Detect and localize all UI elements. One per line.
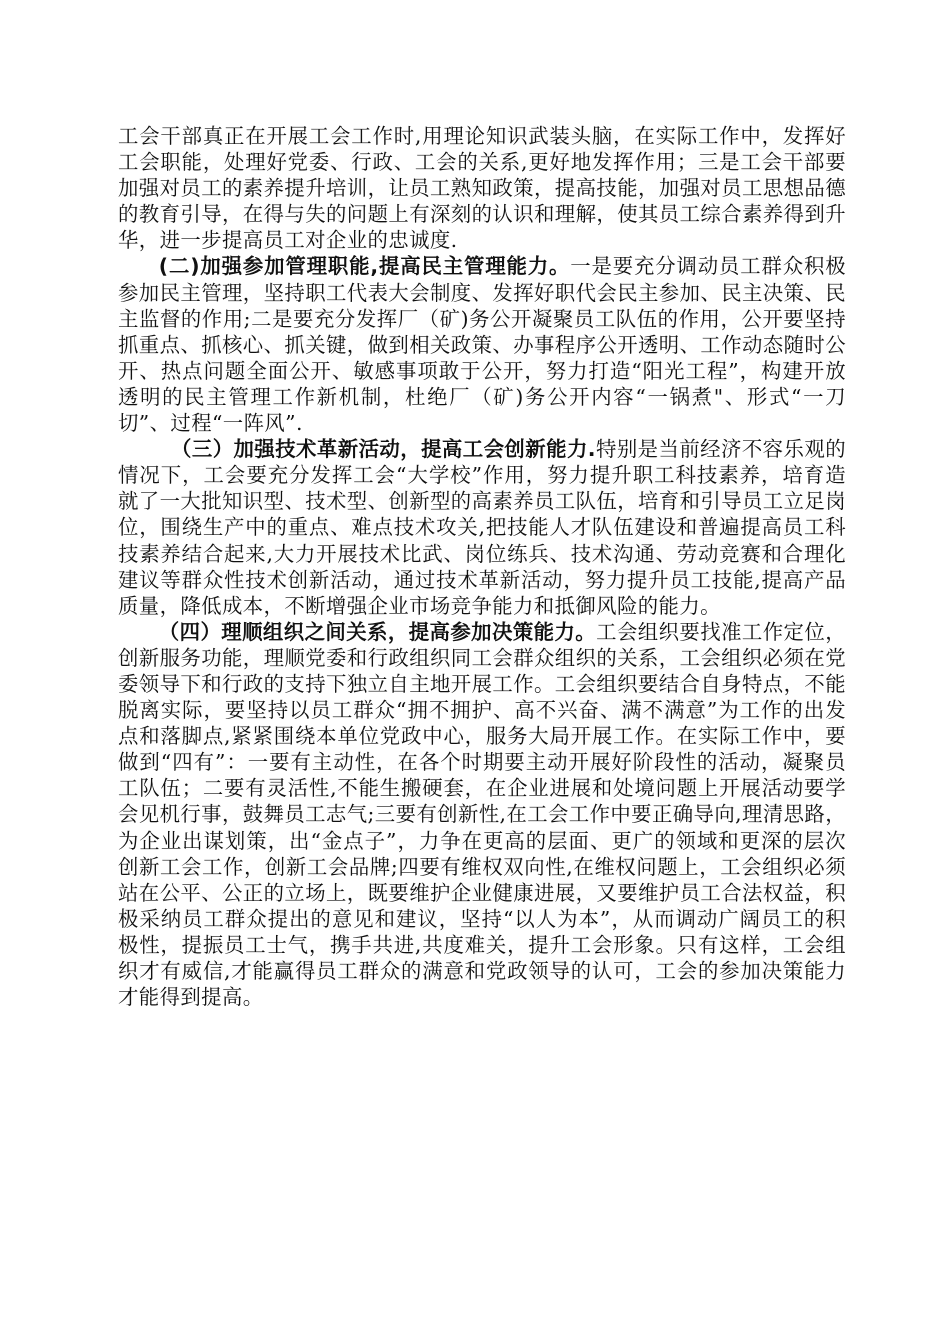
section-3-body: 特别是当前经济不容乐观的情况下，工会要充分发挥工会“大学校”作用，努力提升职工科技素养，培育造就了一大批知识型、技术型、创新型的高素养员工队伍，培育和引导员工立足岗位，围绕生产中的重点、难点技术攻关,把技能人才队伍建设和普遍提高员工科技素养结合起来,大力开展技术比武、岗位练兵、技术沟通、劳动竞赛和合理化建议等群众性技术创新活动，通过技术革新活动，努力提升员工技能,提高产品质量，降低成本，不断增强企业市场竞争能力和抵御风险的能力。	[118, 437, 846, 618]
paragraph-section-2	[118, 253, 846, 436]
paragraph-section-3	[118, 436, 846, 619]
section-4-body: 工会组织要找准工作定位，创新服务功能，理顺党委和行政组织同工会群众组织的关系，工会组织必须在党委领导下和行政的支持下独立自主地开展工作。工会组织要结合自身特点，不能脱离实际，要坚持以员工群众“拥不拥护、高不兴奋、满不满意”为工作的出发点和落脚点,紧紧围绕本单位党政中心，服务大局开展工作。在实际工作中，要做到“四有”：一要有主动性，在各个时期要主动开展好阶段性的活动，凝聚员工队伍；二要有灵活性,不能生搬硬套，在企业进展和处境问题上开展活动要学会见机行事，鼓舞员工志气;三要有创新性,在工会工作中要正确导向,理清思路，为企业出谋划策，出“金点子”，力争在更高的层面、更广的领域和更深的层次创新工会工作，创新工会品牌;四要有维权双向性,在维权问题上，工会组织必须站在公平、公正的立场上，既要维护企业健康进展，又要维护员工合法权益，积极采纳员工群众提出的意见和建议，坚持“以人为本”，从而调动广阔员工的积极性，提振员工士气，携手共进,共度难关，提升工会形象。只有这样，工会组织才有威信,才能赢得员工群众的满意和党政领导的认可，工会的参加决策能力才能得到提高。	[118, 619, 846, 1010]
section-2-body: 一是要充分调动员工群众积极参加民主管理，坚持职工代表大会制度、发挥好职代会民主参加、民主决策、民主监督的作用;二是要充分发挥厂（矿)务公开凝聚员工队伍的作用，公开要坚持抓重点、抓核心、抓关键，做到相关政策、办事程序公开透明、工作动态随时公开、热点问题全面公开、敏感事项敢于公开，努力打造“阳光工程”，构建开放透明的民主管理工作新机制，杜绝厂（矿)务公开内容“一锅煮"、形式“一刀切”、过程“一阵风”.	[118, 254, 846, 436]
section-3-heading: （三）加强技术革新活动，提高工会创新能力.	[171, 437, 596, 462]
document-page	[118, 123, 846, 1010]
paragraph-section-4	[118, 619, 846, 1010]
section-2-heading: (二)加强参加管理职能,提高民主管理能力。	[158, 254, 571, 279]
paragraph-continuation: 工会干部真正在开展工会工作时,用理论知识武装头脑，在实际工作中，发挥好工会职能，处理好党委、行政、工会的关系,更好地发挥作用；三是工会干部要加强对员工的素养提升培训，让员工熟知政策，提高技能，加强对员工思想品德的教育引导，在得与失的问题上有深刻的认识和理解，使其员工综合素养得到升华，进一步提高员工对企业的忠诚度.	[118, 124, 846, 253]
section-4-heading: （四）理顺组织之间关系，提高参加决策能力。	[158, 619, 597, 644]
